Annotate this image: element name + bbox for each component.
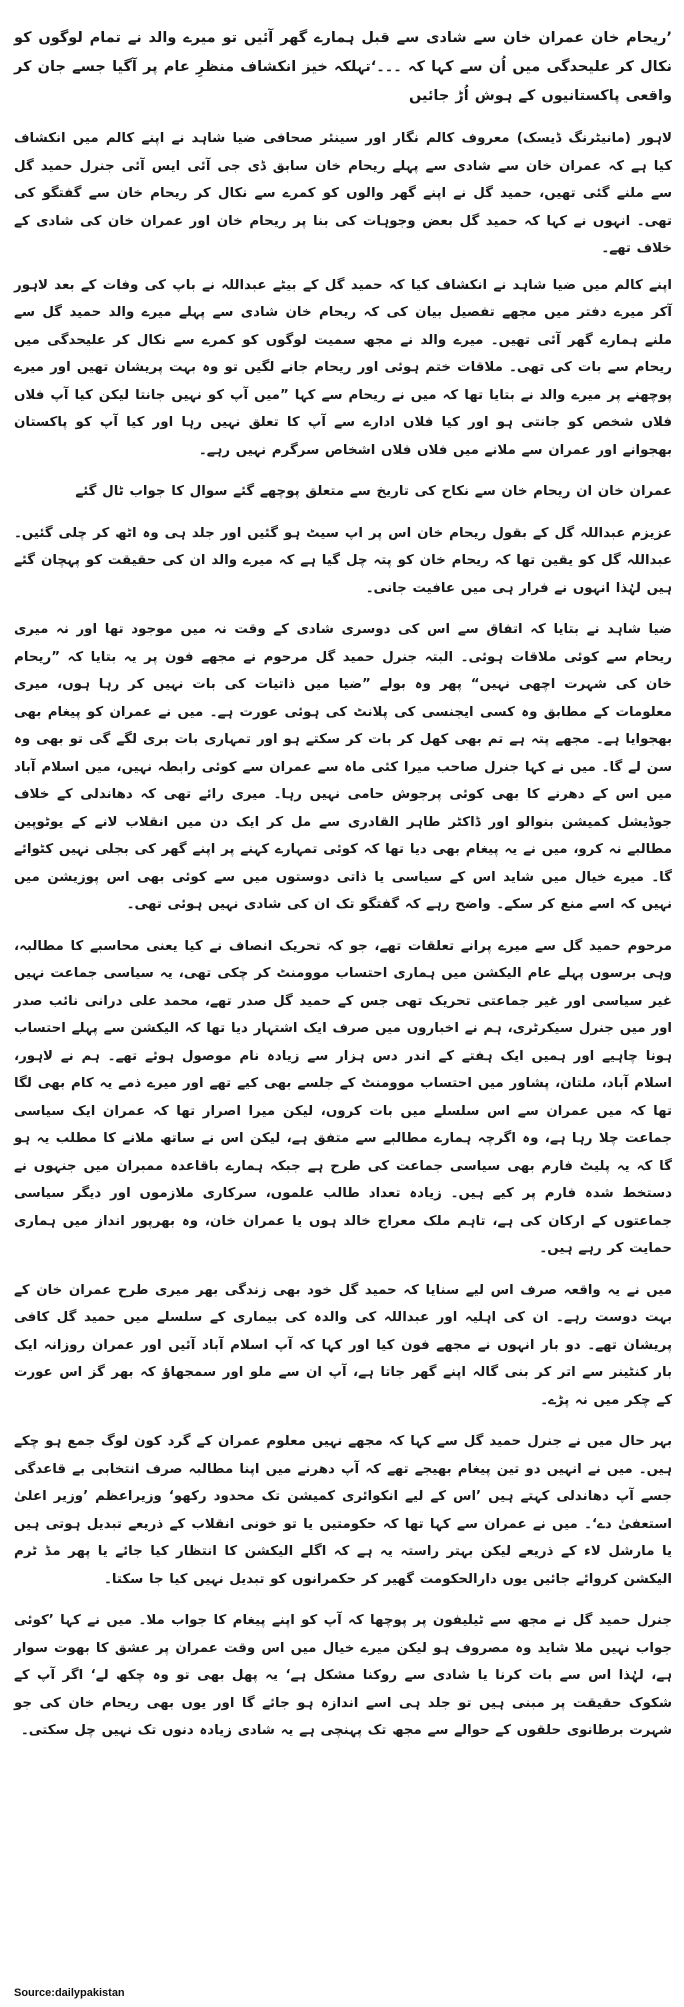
body-paragraph-1: لاہور (مانیٹرنگ ڈیسک) معروف کالم نگار اور سینئر صحافی ضیا شاہد نے اپنے کالم میں انکشاف کیا ہے کہ عمران خان سے شادی سے پہلے ریحام خان سابق ڈی جی آئی ایس آئی جنرل حمید گل سے ملنے گئی تھیں، حمید گل نے اپنے گھر والوں کو کمرے سے نکال کر ریحام خان سے گفتگو کی تھی۔ انہوں نے کہا کہ حمید گل بعض وجوہات کی بنا پر ریحام خان اور عمران خان کی شادی کے خلاف تھے۔: [14, 131, 672, 256]
body-paragraph-3: عمران خان ان ریحام خان سے نکاح کی تاریخ سے متعلق پوچھے گئے سوال کا جواب ٹال گئے: [75, 484, 672, 499]
body-paragraph-2: اپنے کالم میں ضیا شاہد نے انکشاف کیا کہ حمید گل کے بیٹے عبداللہ نے باپ کی وفات کے بعد لاہور آکر میرے دفتر میں مجھے تفصیل بیان کی کہ ریحام خان شادی سے پہلے میرے والد حمید گل سے ملنے ہمارے گھر آئی تھیں۔ میرے والد نے مجھ سمیت لوگوں کو کمرے سے نکال کر علیحدگی میں ریحام سے بات کی تھی۔ ملاقات ختم ہوئی اور ریحام جانے لگیں تو وہ بہت پریشان تھیں اور میرے پوچھنے پر میرے والد نے بتایا تھا کہ میں نے ریحام سے کہا ”میں آپ کو نہیں جانتا لیکن کیا آپ فلاں فلاں شخص کو جانتی ہو اور کیا فلاں ادارے سے آپ کا تعلق نہیں رہا اور کیا آپ کو پاکستان بھجوانے اور عمران سے ملانے میں فلاں فلاں اشخاص سرگرم نہیں رہے۔: [14, 277, 672, 458]
body-paragraph-8: بہر حال میں نے جنرل حمید گل سے کہا کہ مجھے نہیں معلوم عمران کے گرد کون لوگ جمع ہو چکے ہیں۔ میں نے انہیں دو تین پیغام بھیجے تھے کہ آپ دھرنے میں اپنا مطالبہ صرف انتخابی بے قاعدگی جسے آپ دھاندلی کہتے ہیں ’اس کے لیے انکوائری کمیشن تک محدود رکھو‘ وزیراعظم ’وزیر اعلیٰ استعفیٰ دے‘۔ میں نے عمران سے کہا تھا کہ حکومتیں یا تو خونی انقلاب کے ذریعے تبدیل ہوتی ہیں یا مارشل لاء کے ذریعے لیکن بہتر راستہ یہ ہے کہ اگلے الیکشن کا انتظار کیا جائے یا پھر مڈ ٹرم الیکشن کروائے جائیں یوں دارالحکومت گھیر کر حکمرانوں کو تبدیل نہیں کیا جا سکتا۔: [14, 1434, 672, 1587]
source-credit: Source:dailypakistan: [14, 1987, 125, 1999]
lead-paragraph: ’ریحام خان عمران خان سے شادی سے قبل ہمارے گھر آئیں تو میرے والد نے تمام لوگوں کو نکال کر علیحدگی میں اُن سے کہا کہ ۔۔۔‘تہلکہ خیز انکشاف منظرِ عام پر آگیا جسے جان کر واقعی پاکستانیوں کے ہوش اُڑ جائیں: [14, 30, 672, 104]
body-paragraph-4: عزیزم عبداللہ گل کے بقول ریحام خان اس پر اپ سیٹ ہو گئیں اور جلد ہی وہ اٹھ کر چلی گئیں۔ عبداللہ گل کو یقین تھا کہ ریحام خان کو پتہ چل گیا ہے کہ میرے والد ان کی حقیقت کو پہچان گئے ہیں لہٰذا انہوں نے فرار ہی میں عافیت جانی۔: [14, 525, 672, 596]
body-paragraph-6: مرحوم حمید گل سے میرے پرانے تعلقات تھے، جو کہ تحریک انصاف نے کیا یعنی محاسبے کا مطالبہ، وہی برسوں پہلے عام الیکشن میں ہماری احتساب موومنٹ کر چکی تھی، یہ سیاسی جماعت نہیں غیر سیاسی اور غیر جماعتی تحریک تھی جس کے حمید گل صدر تھے، محمد علی درانی نائب صدر اور میں جنرل سیکرٹری، ہم نے اخباروں میں صرف ایک اشتہار دیا تھا کہ الیکشن سے پہلے احتساب ہونا چاہیے اور ہمیں ایک ہفتے کے اندر دس ہزار سے زیادہ نام موصول ہوئے تھے۔ ہم نے لاہور، اسلام آباد، ملتان، پشاور میں احتساب موومنٹ کے جلسے بھی کیے تھے اور میرے ذمے یہ کام بھی لگا تھا کہ میں عمران سے اس سلسلے میں بات کروں، لیکن میرا اصرار تھا کہ عمران ایک سیاسی جماعت چلا رہا ہے، وہ اگرچہ ہمارے مطالبے سے متفق ہے، لیکن اس نے ساتھ ملانے کا مطلب یہ ہو گا کہ یہ پلیٹ فارم بھی سیاسی جماعت کی طرح ہے جبکہ ہمارے باقاعدہ ممبران میں جنہوں نے دستخط شدہ فارم پر کیے ہیں۔ زیادہ تعداد طالب علموں، سرکاری ملازموں اور دیگر سیاسی جماعتوں کے ارکان کی ہے، تاہم ملک معراج خالد ہوں یا عمران خان، وہ بھرپور انداز میں ہماری حمایت کر رہے ہیں۔: [14, 938, 672, 1256]
body-paragraph-7: میں نے یہ واقعہ صرف اس لیے سنایا کہ حمید گل خود بھی زندگی بھر میری طرح عمران خان کے بہت دوست رہے۔ ان کی اہلیہ اور عبداللہ کی والدہ کی بیماری کے سلسلے میں حمید گل کافی پریشان تھے۔ دو بار انہوں نے مجھے فون کیا اور کہا کہ آپ اسلام آباد آئیں اور عمران روزانہ ایک بار کنٹینر سے اتر کر بنی گالہ اپنے گھر جاتا ہے، آپ ان سے ملو اور سمجھاؤ کہ بھر گز اس عورت کے چکر میں نہ پڑے۔: [14, 1282, 672, 1408]
body-paragraph-5: ضیا شاہد نے بتایا کہ اتفاق سے اس کی دوسری شادی کے وقت نہ میں موجود تھا اور نہ میری ریحام سے کوئی ملاقات ہوئی۔ البتہ جنرل حمید گل مرحوم نے مجھے فون پر یہ بتایا کہ ”ریحام خان کی شہرت اچھی نہیں“ پھر وہ بولے ”ضیا میں ذاتیات کی بات نہیں کر رہا ہوں، میری معلومات کے مطابق وہ کسی ایجنسی کی پلانٹ کی ہوئی عورت ہے۔ میں نے عمران کو پیغام بھی بھجوایا ہے۔ مجھے پتہ ہے تم بھی کھل کر بات کر سکتے ہو اور تمہاری بات بری لگے گی تو بھی وہ سن لے گا۔ میں نے کہا جنرل صاحب میرا کئی ماہ سے عمران سے کوئی رابطہ نہیں، میں اسلام آباد میں اس کے دھرنے کا بھی کوئی پرجوش حامی نہیں رہا۔ میری رائے تھی کہ دھاندلی کے خلاف جوڈیشل کمیشن بنوالو اور ڈاکٹر طاہر القادری سے مل کر ایک دن میں انقلاب لانے کے یوٹوپین مطالبے نہ کرو، میں نے یہ پیغام بھی دیا تھا کہ کوئی تمہارے کہنے پر اپنے گھر کی بجلی نہیں کٹوائے گا۔ میرے خیال میں شاید اس کے سیاسی یا ذاتی دوستوں میں سے کوئی بھی اس پوزیشن میں نہیں کہ اسے منع کر سکے۔ واضح رہے کہ گفتگو تک ان کی شادی نہیں ہوئی تھی۔: [14, 622, 672, 912]
body-paragraph-9: جنرل حمید گل نے مجھ سے ٹیلیفون پر پوچھا کہ آپ کو اپنے پیغام کا جواب ملا۔ میں نے کہا ’کوئی جواب نہیں ملا شاید وہ مصروف ہو لیکن میرے خیال میں اس وقت عمران پر عشق کا بھوت سوار ہے، لہٰذا اس سے بات کرنا یا شادی سے روکنا مشکل ہے‘ یہ پھل بھی تو وہ چکھ لے‘ اگر آپ کے شکوک حقیقت پر مبنی ہیں تو جلد ہی اسے اندازہ ہو جائے گا اور یوں بھی ریحام خان کی جو شہرت برطانوی حلقوں کے حوالے سے مجھ تک پہنچی ہے یہ شادی زیادہ دنوں تک نہیں چل سکتی۔: [14, 1613, 672, 1738]
